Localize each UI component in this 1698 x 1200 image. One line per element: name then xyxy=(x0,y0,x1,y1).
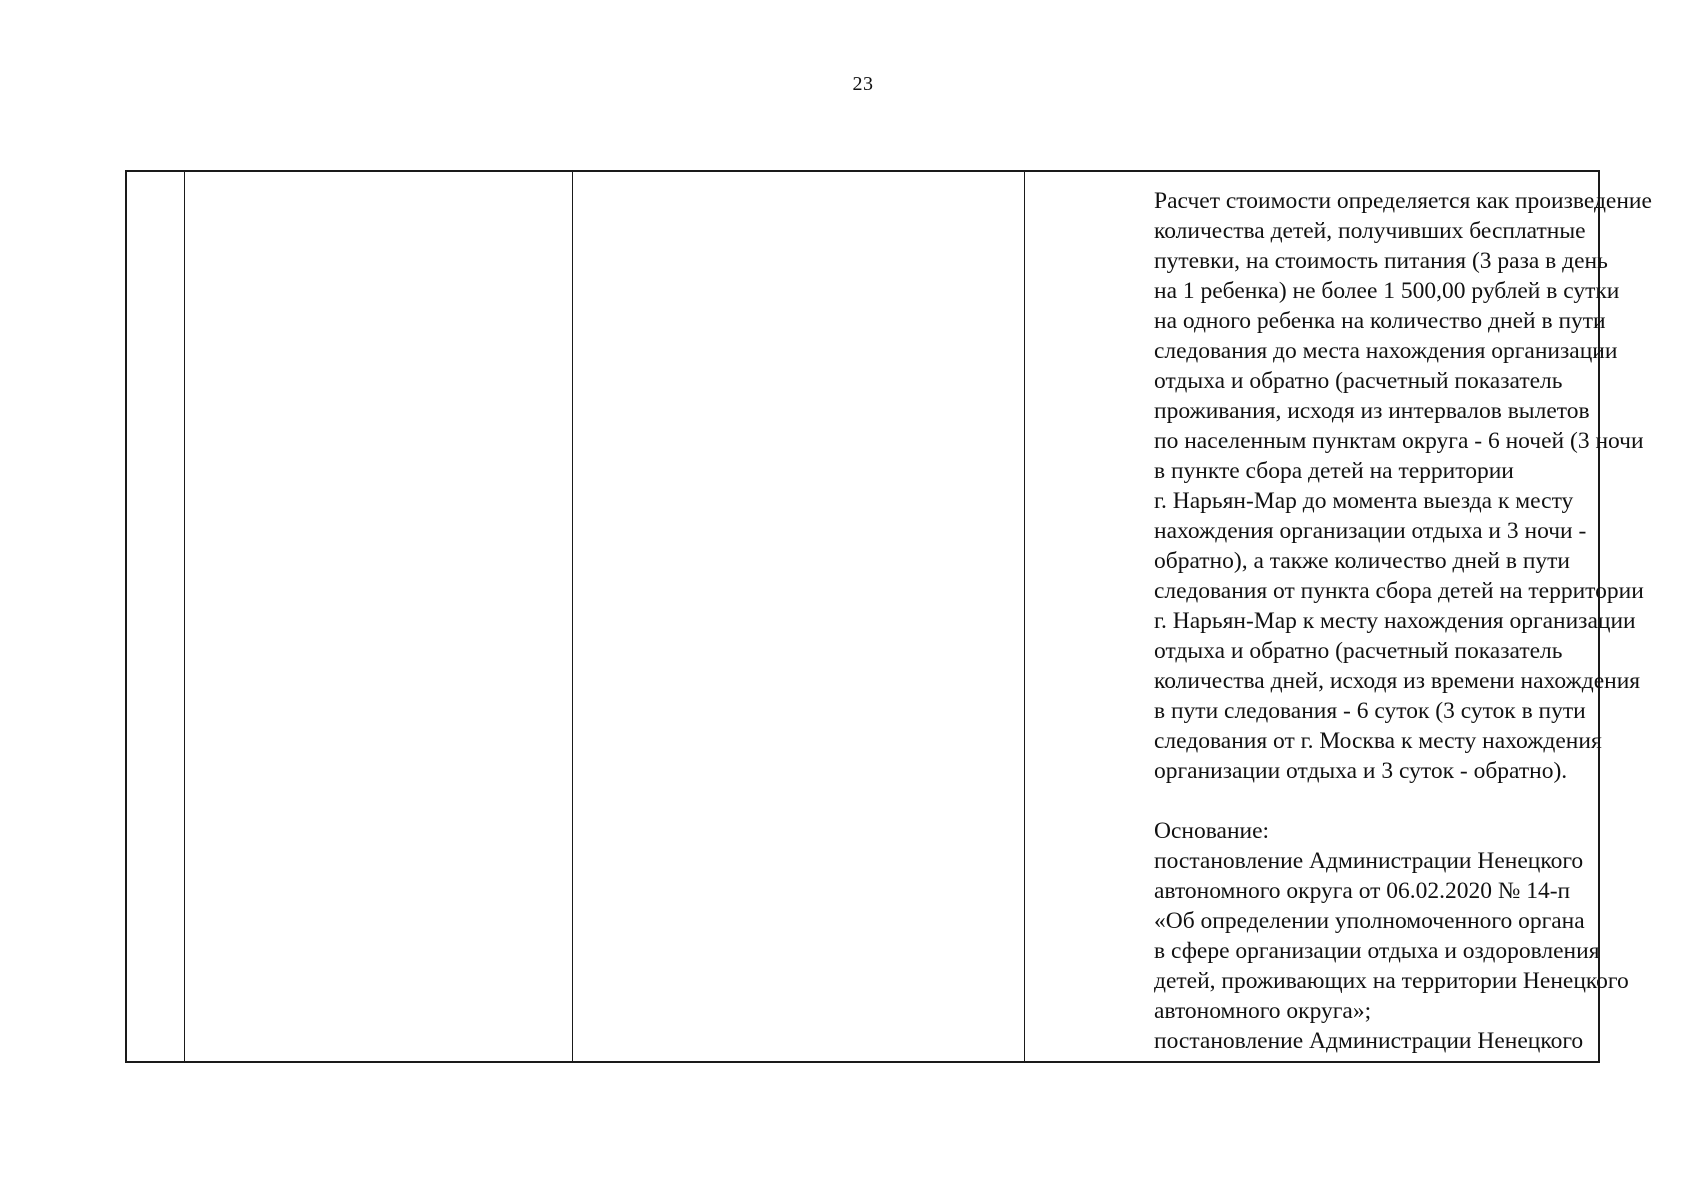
text-line: следования от г. Москва к месту нахождения xyxy=(1154,728,1602,754)
text-line: на 1 ребенка) не более 1 500,00 рублей в сутки xyxy=(1154,278,1620,304)
text-line: г. Нарьян-Мар к месту нахождения организации xyxy=(1154,608,1636,634)
text-line: в пункте сбора детей на территории xyxy=(1154,458,1514,484)
text-line: отдыха и обратно (расчетный показатель xyxy=(1154,368,1563,394)
column-divider-1 xyxy=(184,172,185,1061)
text-line: детей, проживающих на территории Ненецкого xyxy=(1154,968,1629,994)
basis-label: Основание: xyxy=(1154,818,1270,844)
page-number: 23 xyxy=(852,73,874,95)
text-line: нахождения организации отдыха и 3 ночи - xyxy=(1154,518,1587,544)
text-line: «Об определении уполномоченного органа xyxy=(1154,908,1585,934)
text-line: следования от пункта сбора детей на территории xyxy=(1154,578,1644,604)
text-line: следования до места нахождения организации xyxy=(1154,338,1618,364)
text-line: Расчет стоимости определяется как произведение xyxy=(1154,188,1652,214)
text-line: проживания, исходя из интервалов вылетов xyxy=(1154,398,1590,424)
text-line: в пути следования - 6 суток (3 суток в пути xyxy=(1154,698,1586,724)
text-line: отдыха и обратно (расчетный показатель xyxy=(1154,638,1563,664)
column-divider-3 xyxy=(1024,172,1025,1061)
document-table xyxy=(125,170,1652,1063)
text-line: автономного округа»; xyxy=(1154,998,1372,1024)
text-line: на одного ребенка на количество дней в пути xyxy=(1154,308,1606,334)
text-line: количества дней, исходя из времени нахождения xyxy=(1154,668,1641,694)
text-line: по населенным пунктам округа - 6 ночей (3 ночи xyxy=(1154,428,1644,454)
calculation-description-cell xyxy=(1154,186,1652,1056)
text-line: организации отдыха и 3 суток - обратно). xyxy=(1154,758,1568,784)
paragraph-gap xyxy=(1154,786,1594,816)
text-line: автономного округа от 06.02.2020 № 14-п xyxy=(1154,878,1571,904)
text-line: в сфере организации отдыха и оздоровления xyxy=(1154,938,1600,964)
text-line: количества детей, получивших бесплатные xyxy=(1154,218,1586,244)
text-line: г. Нарьян-Мар до момента выезда к месту xyxy=(1154,488,1574,514)
text-line: постановление Администрации Ненецкого xyxy=(1154,1028,1584,1054)
text-line: обратно), а также количество дней в пути xyxy=(1154,548,1571,574)
text-line: постановление Администрации Ненецкого xyxy=(1154,848,1584,874)
column-divider-2 xyxy=(572,172,573,1061)
text-line: путевки, на стоимость питания (3 раза в день xyxy=(1154,248,1608,274)
